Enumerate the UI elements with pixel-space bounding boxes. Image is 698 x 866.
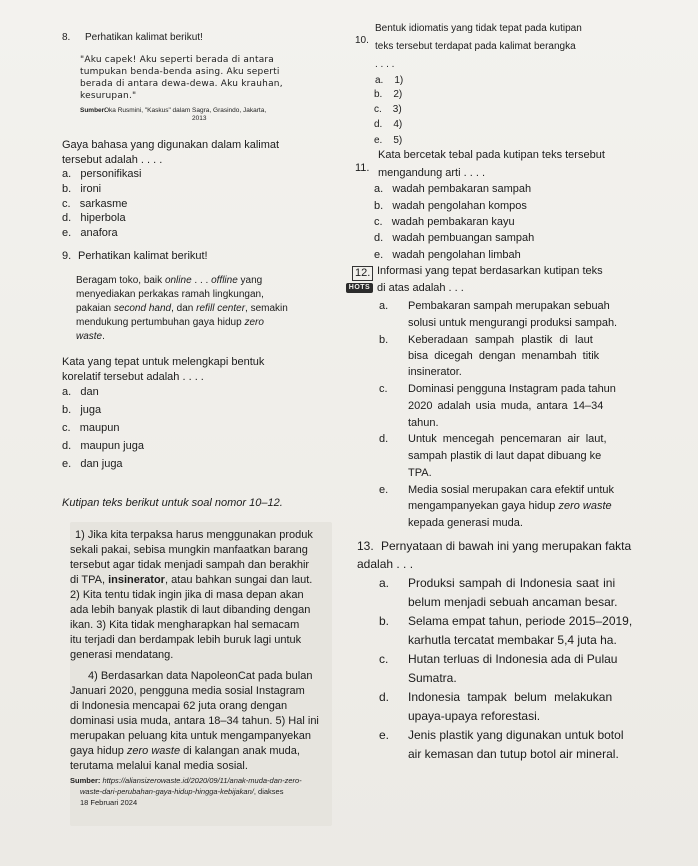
- passage-source-date: 18 Februari 2024: [80, 798, 138, 807]
- q10-option-d[interactable]: d. 4): [374, 119, 403, 130]
- q10-question-line: Bentuk idiomatis yang tidak tepat pada kutipan: [375, 23, 582, 34]
- q13-option-c-text[interactable]: Hutan terluas di Indonesia ada di Pulau: [408, 652, 618, 666]
- q8-source-text: Oka Rusmini, "Kaskus" dalam Sagra, Grasindo, Jakarta,: [104, 107, 267, 114]
- q8-quote-line: "Aku capek! Aku seperti berada di antara: [80, 55, 275, 65]
- q11-number: 11.: [355, 162, 370, 174]
- q8-question-line: tersebut adalah . . . .: [62, 154, 163, 166]
- bold-term: insinerator: [108, 574, 165, 586]
- q12-option-d-text[interactable]: TPA.: [408, 467, 432, 479]
- q9-quote-line: menyediakan perkakas ramah lingkungan,: [76, 289, 264, 300]
- q8-quote-line: berada di antara dewa-dewa. Aku krauhan,: [80, 79, 283, 89]
- q8-quote-line: kesurupan.": [80, 91, 137, 101]
- q10-option-c[interactable]: c. 3): [374, 104, 402, 115]
- q13-option-e-text[interactable]: Jenis plastik yang digunakan untuk botol: [408, 728, 624, 742]
- q12-option-a-text[interactable]: Pembakaran sampah merupakan sebuah: [408, 300, 610, 312]
- passage-line: 2) Kita tentu tidak ingin jika di masa depan akan: [70, 589, 304, 601]
- q13-option-d-text[interactable]: Indonesia tampak belum melakukan: [408, 690, 613, 704]
- q12-question-line: Informasi yang tepat berdasarkan kutipan teks: [377, 265, 603, 277]
- passage-heading: Kutipan teks berikut untuk soal nomor 10–12.: [62, 497, 283, 509]
- q12-option-e-text[interactable]: mengampanyekan gaya hidup zero waste: [408, 500, 612, 512]
- q9-option-e[interactable]: e. dan juga: [62, 458, 123, 470]
- q8-option-d[interactable]: d. hiperbola: [62, 212, 126, 224]
- q10-question-line: teks tersebut terdapat pada kalimat berangka: [375, 41, 576, 52]
- passage-line: ada lebih banyak plastik di laut dibanding dengan: [70, 604, 311, 616]
- q9-option-d[interactable]: d. maupun juga: [62, 440, 144, 452]
- passage-line: dominasi usia muda, antara 18–34 tahun. 5) Hal ini: [70, 715, 319, 727]
- q8-number: 8.: [62, 32, 71, 43]
- q10-question-line: . . . .: [375, 59, 395, 70]
- passage-line: itu terjadi dan berdampak lebih buruk lagi untuk: [70, 634, 302, 646]
- q8-option-c[interactable]: c. sarkasme: [62, 198, 128, 210]
- q11-option-b[interactable]: b. wadah pengolahan kompos: [374, 200, 527, 212]
- q12-option-d-letter[interactable]: d.: [379, 433, 389, 445]
- q13-option-c-letter[interactable]: c.: [379, 652, 389, 666]
- q8-source-label: Sumber:: [80, 107, 107, 114]
- q9-option-a[interactable]: a. dan: [62, 386, 99, 398]
- q8-instruction: Perhatikan kalimat berikut!: [85, 32, 203, 43]
- q12-question-line: di atas adalah . . .: [377, 282, 464, 294]
- q11-option-a[interactable]: a. wadah pembakaran sampah: [374, 183, 532, 195]
- q8-option-e[interactable]: e. anafora: [62, 227, 118, 239]
- q12-option-c-text[interactable]: 2020 adalah usia muda, antara 14–34: [408, 400, 604, 412]
- q12-option-d-text[interactable]: sampah plastik di laut dapat dibuang ke: [408, 450, 602, 462]
- passage-line: Januari 2020, pengguna media sosial Instagram: [70, 685, 305, 697]
- q12-option-e-letter[interactable]: e.: [379, 484, 389, 496]
- passage-source: Sumber: https://aliansizerowaste.id/2020/09/11/anak-muda-dan-zero-: [70, 776, 302, 785]
- q12-option-d-text[interactable]: Untuk mencegah pencemaran air laut,: [408, 433, 607, 445]
- q13-question-line: Pernyataan di bawah ini yang merupakan fakta: [381, 539, 632, 553]
- passage-line: 4) Berdasarkan data NapoleonCat pada bulan: [88, 670, 313, 682]
- passage-line: merupakan peluang kita untuk mengampanyekan: [70, 730, 311, 742]
- q11-option-c[interactable]: c. wadah pembakaran kayu: [374, 216, 515, 228]
- q12-number: 12.: [352, 266, 373, 281]
- passage-line: 1) Jika kita terpaksa harus menggunakan produk: [75, 529, 313, 541]
- q10-option-a[interactable]: a. 1): [375, 75, 404, 86]
- passage-line: sekali pakai, sebisa mungkin manfaatkan barang: [70, 544, 308, 556]
- q9-question-line: Kata yang tepat untuk melengkapi bentuk: [62, 356, 265, 368]
- q12-option-b-text[interactable]: Keberadaan sampah plastik di laut: [408, 334, 593, 346]
- q9-quote-line: mendukung pertumbuhan gaya hidup zero: [76, 317, 264, 328]
- passage-line: ikan. 3) Kita tidak mengharapkan hal semacam: [70, 619, 300, 631]
- q13-option-a-text[interactable]: Produksi sampah di Indonesia saat ini: [408, 576, 616, 590]
- q13-option-b-text[interactable]: karhutla tercatat membakar 5,4 juta ha.: [408, 633, 617, 647]
- q12-option-b-text[interactable]: insinerator.: [408, 366, 462, 378]
- q11-option-e[interactable]: e. wadah pengolahan limbah: [374, 249, 521, 261]
- q10-option-b[interactable]: b. 2): [374, 89, 403, 100]
- q13-option-b-text[interactable]: Selama empat tahun, periode 2015–2019,: [408, 614, 633, 628]
- q12-option-c-text[interactable]: tahun.: [408, 417, 439, 429]
- passage-line: di Indonesia mencapai 62 juta orang dengan: [70, 700, 288, 712]
- q9-question-line: korelatif tersebut adalah . . . .: [62, 371, 204, 383]
- q12-option-e-text[interactable]: kepada generasi muda.: [408, 517, 523, 529]
- q13-option-b-letter[interactable]: b.: [379, 614, 390, 628]
- q13-option-e-letter[interactable]: e.: [379, 728, 390, 742]
- q13-number: 13.: [357, 539, 374, 553]
- q13-option-d-text[interactable]: upaya-upaya reforestasi.: [408, 709, 541, 723]
- q9-quote-line: waste.: [76, 331, 105, 342]
- q12-option-b-letter[interactable]: b.: [379, 334, 389, 346]
- q8-option-b[interactable]: b. ironi: [62, 183, 102, 195]
- q8-quote-line: tumpukan benda-benda asing. Aku seperti: [80, 67, 280, 77]
- q8-source-year: 2013: [192, 115, 207, 122]
- q13-option-a-letter[interactable]: a.: [379, 576, 390, 590]
- q8-option-a[interactable]: a. personifikasi: [62, 168, 142, 180]
- q10-option-e[interactable]: e. 5): [374, 135, 403, 146]
- q13-option-a-text[interactable]: belum menjadi sebuah ancaman besar.: [408, 595, 618, 609]
- q13-question-line: adalah . . .: [357, 557, 414, 571]
- q9-quote-line: pakaian second hand, dan refill center, semakin: [76, 303, 288, 314]
- q12-option-b-text[interactable]: bisa dicegah dengan menambah titik: [408, 350, 600, 362]
- passage-source: waste-dari-perubahan-gaya-hidup-hingga-kebijakan/, diakses: [80, 787, 284, 796]
- q11-option-d[interactable]: d. wadah pembuangan sampah: [374, 232, 535, 244]
- passage-line: di TPA, insinerator, atau bahkan sungai dan laut.: [70, 574, 313, 586]
- passage-line: tersebut agar tidak menjadi sampah dan berakhir: [70, 559, 310, 571]
- q9-option-c[interactable]: c. maupun: [62, 422, 120, 434]
- q12-option-a-letter[interactable]: a.: [379, 300, 389, 312]
- q12-option-c-letter[interactable]: c.: [379, 383, 388, 395]
- q13-option-e-text[interactable]: air kemasan dan tutup botol air mineral.: [408, 747, 619, 761]
- q12-option-e-text[interactable]: Media sosial merupakan cara efektif untuk: [408, 484, 615, 496]
- q9-instruction: Perhatikan kalimat berikut!: [78, 250, 208, 262]
- q13-option-c-text[interactable]: Sumatra.: [408, 671, 457, 685]
- hots-badge: HOTS: [346, 283, 373, 293]
- q12-option-c-text[interactable]: Dominasi pengguna Instagram pada tahun: [408, 383, 616, 395]
- q11-question-line: Kata bercetak tebal pada kutipan teks tersebut: [378, 149, 605, 161]
- q12-option-a-text[interactable]: solusi untuk mengurangi produksi sampah.: [408, 317, 618, 329]
- q9-number: 9.: [62, 250, 72, 262]
- passage-line: terutama melalui kanal media sosial.: [70, 760, 248, 772]
- q10-number: 10.: [355, 35, 369, 46]
- passage-line: gaya hidup zero waste di kalangan anak muda,: [70, 745, 300, 757]
- passage-line: generasi mendatang.: [70, 649, 174, 661]
- q9-option-b[interactable]: b. juga: [62, 404, 102, 416]
- q8-question-line: Gaya bahasa yang digunakan dalam kalimat: [62, 139, 280, 151]
- q11-question-line: mengandung arti . . . .: [378, 167, 486, 179]
- q13-option-d-letter[interactable]: d.: [379, 690, 390, 704]
- q9-quote-line: Beragam toko, baik online . . . offline yang: [76, 275, 263, 286]
